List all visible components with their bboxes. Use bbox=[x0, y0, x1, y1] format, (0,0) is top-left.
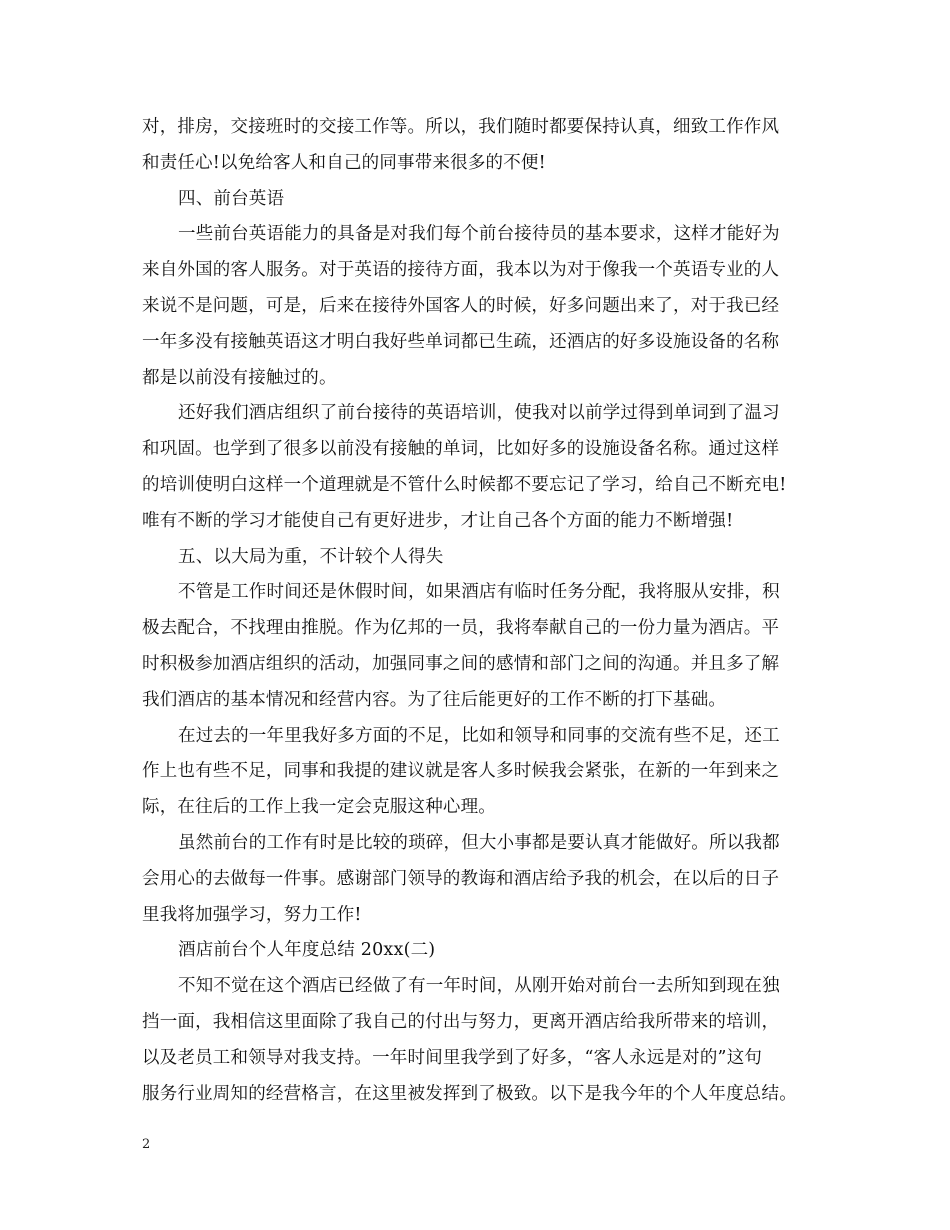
document-body bbox=[142, 110, 826, 1112]
section-heading: 四、前台英语 bbox=[178, 188, 285, 209]
text-line: 不知不觉在这个酒店已经做了有一年时间，从刚开始对前台一去所知到现在独 bbox=[178, 976, 780, 997]
text-line: 会用心的去做每一件事。感谢部门领导的教诲和酒店给予我的机会，在以后的日子 bbox=[142, 868, 780, 889]
text-line: 对，排房，交接班时的交接工作等。所以，我们随时都要保持认真，细致工作作风 bbox=[142, 117, 780, 137]
text-line: 在过去的一年里我好多方面的不足，比如和领导和同事的交流有些不足，还工 bbox=[178, 725, 780, 746]
text-line: 极去配合，不找理由推脱。作为亿邦的一员，我将奉献自己的一份力量为酒店。平 bbox=[142, 618, 780, 639]
text-line: 唯有不断的学习才能使自己有更好进步，才让自己各个方面的能力不断增强! bbox=[142, 510, 734, 531]
text-line: 以及老员工和领导对我支持。一年时间里我学到了好多，“客人永远是对的”这句 bbox=[142, 1047, 763, 1068]
text-line: 和巩固。也学到了很多以前没有接触的单词，比如好多的设施设备名称。通过这样 bbox=[142, 439, 780, 460]
text-line: 来说不是问题，可是，后来在接待外国客人的时候，好多问题出来了，对于我已经 bbox=[142, 295, 780, 316]
page-number: 2 bbox=[142, 1137, 151, 1152]
text-line: 里我将加强学习，努力工作! bbox=[142, 904, 362, 925]
text-line: 挡一面，我相信这里面除了我自己的付出与努力，更离开酒店给我所带来的培训， bbox=[142, 1011, 780, 1032]
text-line: 来自外国的客人服务。对于英语的接待方面，我本以为对于像我一个英语专业的人 bbox=[142, 260, 780, 281]
text-line: 的培训使明白这样一个道理就是不管什么时候都不要忘记了学习，给自己不断充电! bbox=[142, 474, 787, 495]
text-line: 时积极参加酒店组织的活动，加强同事之间的感情和部门之间的沟通。并且多了解 bbox=[142, 653, 780, 674]
text-line: 虽然前台的工作有时是比较的琐碎，但大小事都是要认真才能做好。所以我都 bbox=[178, 832, 780, 853]
text-line: 一年多没有接触英语这才明白我好些单词都已生疏，还酒店的好多设施设备的名称 bbox=[142, 331, 780, 352]
text-line: 际，在往后的工作上我一定会克服这种心理。 bbox=[142, 797, 496, 818]
section-heading: 酒店前台个人年度总结 20xx(二) bbox=[178, 940, 436, 961]
text-line: 服务行业周知的经营格言，在这里被发挥到了极致。以下是我今年的个人年度总结。 bbox=[142, 1083, 797, 1104]
text-line: 和责任心!以免给客人和自己的同事带来很多的不便! bbox=[142, 152, 546, 173]
text-line: 作上也有些不足，同事和我提的建议就是客人多时候我会紧张，在新的一年到来之 bbox=[142, 761, 780, 782]
text-line: 我们酒店的基本情况和经营内容。为了往后能更好的工作不断的打下基础。 bbox=[142, 689, 727, 710]
text-line: 不管是工作时间还是休假时间，如果酒店有临时任务分配，我将服从安排，积 bbox=[178, 582, 780, 603]
text-line: 还好我们酒店组织了前台接待的英语培训，使我对以前学过得到单词到了温习 bbox=[178, 403, 780, 424]
text-line: 一些前台英语能力的具备是对我们每个前台接待员的基本要求，这样才能好为 bbox=[178, 224, 780, 245]
section-heading: 五、以大局为重，不计较个人得失 bbox=[178, 546, 444, 567]
text-line: 都是以前没有接触过的。 bbox=[142, 367, 337, 388]
